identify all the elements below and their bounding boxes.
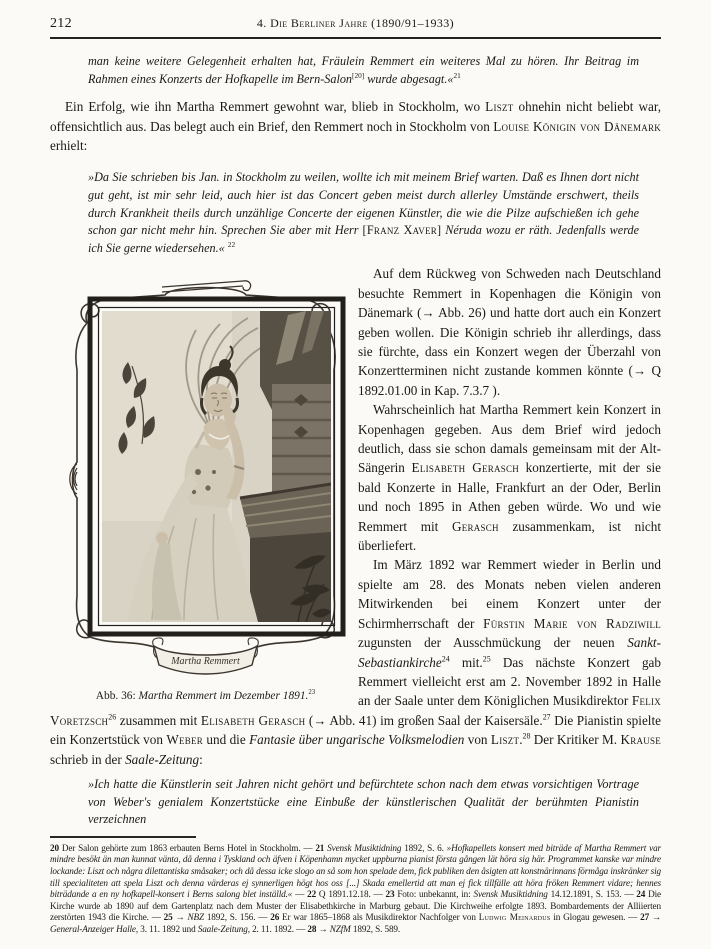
paragraph: Wahrscheinlich hat Martha Remmert kein Konzert in Kopenhagen gegeben. Aus dem Brief wird jedoch deutlich, dass sie schon damals gemeinsam mit der Alt-Sängerin Elisabeth Gerasch konzertierte, mit der sie bald Konzerte in Halle, Frankfurt an der Oder, Berlin und noch 1895 in Athen geben würde. Wo und wie Remmert mit Gerasch zusammenkam, ist nicht überliefert. bbox=[358, 402, 661, 554]
block-quote-continuation: man keine weitere Gelegenheit erhalten hat, Fräulein Remmert ein weiteres Mal zu hören. Ihr Beitrag im Rahmen eines Konzerts der Hofkapelle im Bern-Salon[20] wurde abgesagt.«$^{21}$ bbox=[88, 54, 639, 86]
footnotes-section bbox=[50, 836, 661, 936]
photo-content bbox=[102, 311, 331, 622]
page-number: 212 bbox=[50, 16, 72, 31]
photo-banner-text: Martha Remmert bbox=[171, 656, 240, 668]
footnote-separator bbox=[50, 836, 196, 838]
martha-remmert-photo bbox=[62, 266, 349, 678]
page-body bbox=[50, 53, 661, 829]
paragraph: Auf dem Rückweg von Schweden nach Deutschland besuchte Remmert in Kopenhagen die Königin von Dänemark (→ Abb. 26) und hatte dort auch ein Konzert geben wollen. Die Königin schrieb ihr allerdings, dass sie fürchte, dass ein Konzert wegen der Überzahl von Konzertterminen nicht zustande kommen könnte (→ Q 1892.01.00 in Kap. 7.3.7 ). bbox=[358, 266, 661, 398]
paragraph: Im März 1892 war Remmert wieder in Berlin und spielte am 28. des Monats neben vielen anderen Mitwirkenden bei einem Konzert unter der Schirmherrschaft der Fürstin Marie von Radziwill zugunsten der Ausschmückung der neuen Sankt-Sebastiankirche$^{24}$ mit.$^{25}$ Das nächste Konzert gab Remmert vielleicht erst am 2. November 1892 in Halle an der Saale unter dem Königlichen Musikdirektor Felix Voretzsch$^{26}$ zusammen mit Elisabeth Gerasch (→ Abb. 41) im großen Saal der Kaisersäle.$^{27}$ Die Pianistin spielte ein Konzertstück von Weber und die Fantasie über ungarische Volksmelodien von Liszt.$^{28}$ Der Kritiker M. Krause schrieb in der Saale-Zeitung: bbox=[50, 557, 661, 767]
block-quote-louise: »Da Sie schrieben bis Jan. in Stockholm zu weilen, wollte ich mit meinem Brief warten. Daß es Ihnen dort nicht gut geht, ist mir sehr leid, auch hier ist das Concert geben meist durch allerley Umstände erschwert, theils durch Krankheit theils durch unzählige Concerte der eigenen Künstler, die wie die Pilze aufschießen ich gehe schon gar nicht mehr hin. Sprechen Sie aber mit Herr [Franz Xaver] Néruda wozu er räth. Jedenfalls werde ich Sie gerne wiedersehen.« $^{22}$ bbox=[88, 170, 639, 255]
block-quote-krause: »Ich hatte die Künstlerin seit Jahren nicht gehört und befürchtete schon nach dem etwas vorsichtigen Vortrage von Weber's genialem Konzertstücke eine Einbuße der künstlerischen Qualität der berühmten Pianistin verzeichnen bbox=[88, 776, 639, 827]
figure-martha-remmert bbox=[62, 266, 349, 702]
figure-caption: Abb. 36: Martha Remmert im Dezember 1891.23 bbox=[95, 689, 316, 703]
paragraph: Ein Erfolg, wie ihn Martha Remmert gewohnt war, blieb in Stockholm, wo Liszt ohnehin nicht beliebt war, offensichtlich aus. Das belegt auch ein Brief, den Remmert noch in Stockholm von Louise Königin von Dänemark erhielt: bbox=[50, 99, 661, 153]
page-header bbox=[50, 14, 661, 39]
running-head: 4. Die Berliner Jahre (1890/91–1933) bbox=[256, 16, 455, 30]
text-with-figure bbox=[50, 264, 661, 769]
footnotes-text: 20 Der Salon gehörte zum 1863 erbauten Berns Hotel in Stockholm. — 21 Svensk Musiktidning 1892, S. 6. »Hofkapellets konsert med biträde af Martha Remmert var mindre besökt än man kunnat vänta, då denna i Tyskland och äfven i Köpenhamn mycket uppburna pianist första gången lät höra sig här. Programmet kanske var mindre lockande: Liszt och några dilettantiska småsaker; och då dessa icke slogo an så som hon spelade dem, fick publiken den åsigten att konstnärinnans förmåga inskränker sig till specialiteten att spela Liszt och denna värderas ej synnerligen högt hos oss [...] Skada emellertid att man ej fick tillfälle att höra fröken Remmert vidare; hennes biträdande a en ny hofkapell-konsert i Berns salong blet inställd.« — 22 Q 1891.12.18. — 23 Foto: unbekannt, in: Svensk Musiktidning 14.12.1891, S. 153. — 24 Die Kirche wurde ab 1890 auf dem Gartenplatz nach dem Muster der Elisabethkirche in Marburg gebaut. Die Kirchweihe erfolgte 1893. Bombardements der Alliierten zerstörten 1943 die Kirche. — 25 → NBZ 1892, S. 156. — 26 Er war 1865–1868 als Musikdirektor Nachfolger von Ludwig Meinardus in Glogau gewesen. — 27 → General-Anzeiger Halle, 3. 11. 1892 und Saale-Zeitung, 2. 11. 1892. — 28 → NZfM 1892, S. 589. bbox=[50, 842, 662, 934]
